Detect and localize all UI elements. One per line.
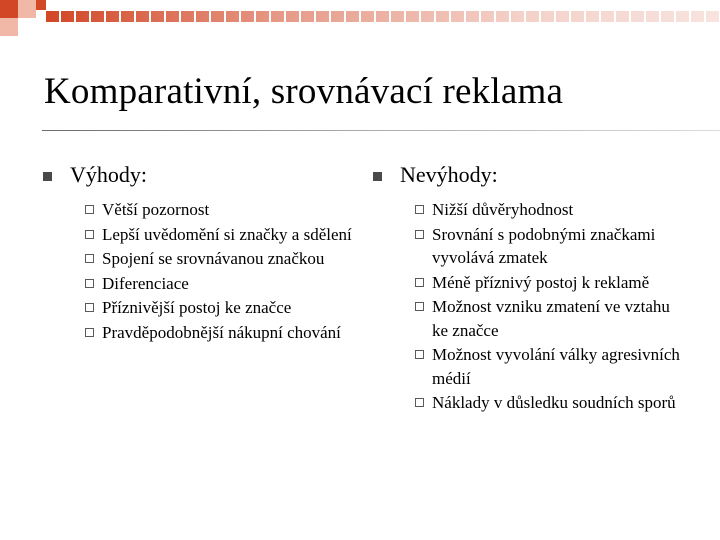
list-item	[415, 391, 682, 415]
corner-square-dark	[0, 0, 18, 18]
list-item-text: Větší pozornost	[102, 200, 210, 219]
square-bullet-icon	[43, 172, 52, 181]
checkbox-bullet-icon	[415, 230, 424, 239]
checkbox-bullet-icon	[415, 302, 424, 311]
disadvantages-heading-text: Nevýhody:	[400, 162, 498, 187]
list-item-text: Nižší důvěryhodnost	[432, 200, 574, 219]
checkbox-bullet-icon	[85, 205, 94, 214]
corner-square-small	[36, 0, 46, 10]
checkbox-bullet-icon	[85, 328, 94, 337]
list-item-text: Možnost vzniku zmatení ve vztahu ke značce	[432, 297, 670, 340]
checkbox-bullet-icon	[85, 279, 94, 288]
list-item	[85, 223, 352, 247]
disadvantages-column	[372, 160, 682, 416]
list-item	[85, 247, 352, 271]
list-item-text: Příznivější postoj ke značce	[102, 298, 292, 317]
list-item-text: Lepší uvědomění si značky a sdělení	[102, 224, 352, 244]
checkbox-bullet-icon	[415, 278, 424, 287]
list-item	[85, 198, 352, 222]
list-item	[415, 295, 682, 342]
list-item-text: Méně příznivý postoj k reklamě	[432, 272, 650, 292]
list-item	[85, 272, 352, 296]
disadvantages-list	[372, 198, 682, 415]
checkbox-bullet-icon	[415, 350, 424, 359]
title-underline	[42, 130, 720, 131]
list-item-text: Diferenciace	[102, 273, 189, 293]
advantages-column	[42, 160, 352, 345]
advantages-heading	[42, 160, 352, 190]
header-strip-fade	[46, 11, 720, 22]
list-item-text: Pravděpodobnější nákupní chování	[102, 322, 341, 342]
advantages-list	[42, 198, 352, 344]
list-item	[415, 271, 682, 295]
corner-square-blank	[18, 18, 36, 36]
list-item-text: Náklady v důsledku soudních sporů	[432, 393, 676, 412]
list-item	[415, 198, 682, 222]
advantages-heading-text: Výhody:	[70, 162, 147, 187]
square-bullet-icon	[373, 172, 382, 181]
checkbox-bullet-icon	[415, 398, 424, 407]
corner-square-light	[0, 18, 18, 36]
list-item-text: Spojení se srovnávanou značkou	[102, 249, 325, 268]
checkbox-bullet-icon	[85, 230, 94, 239]
list-item	[415, 223, 682, 270]
checkbox-bullet-icon	[85, 303, 94, 312]
list-item-text: Srovnání s podobnými značkami vyvolává zmatek	[432, 224, 656, 267]
corner-square-light	[18, 0, 36, 18]
checkbox-bullet-icon	[85, 254, 94, 263]
disadvantages-heading	[372, 160, 682, 190]
list-item	[85, 321, 352, 345]
list-item	[415, 343, 682, 390]
list-item	[85, 296, 352, 320]
list-item-text: Možnost vyvolání války agresivních médií	[432, 345, 680, 388]
checkbox-bullet-icon	[415, 205, 424, 214]
slide-title: Komparativní, srovnávací reklama	[44, 71, 564, 112]
